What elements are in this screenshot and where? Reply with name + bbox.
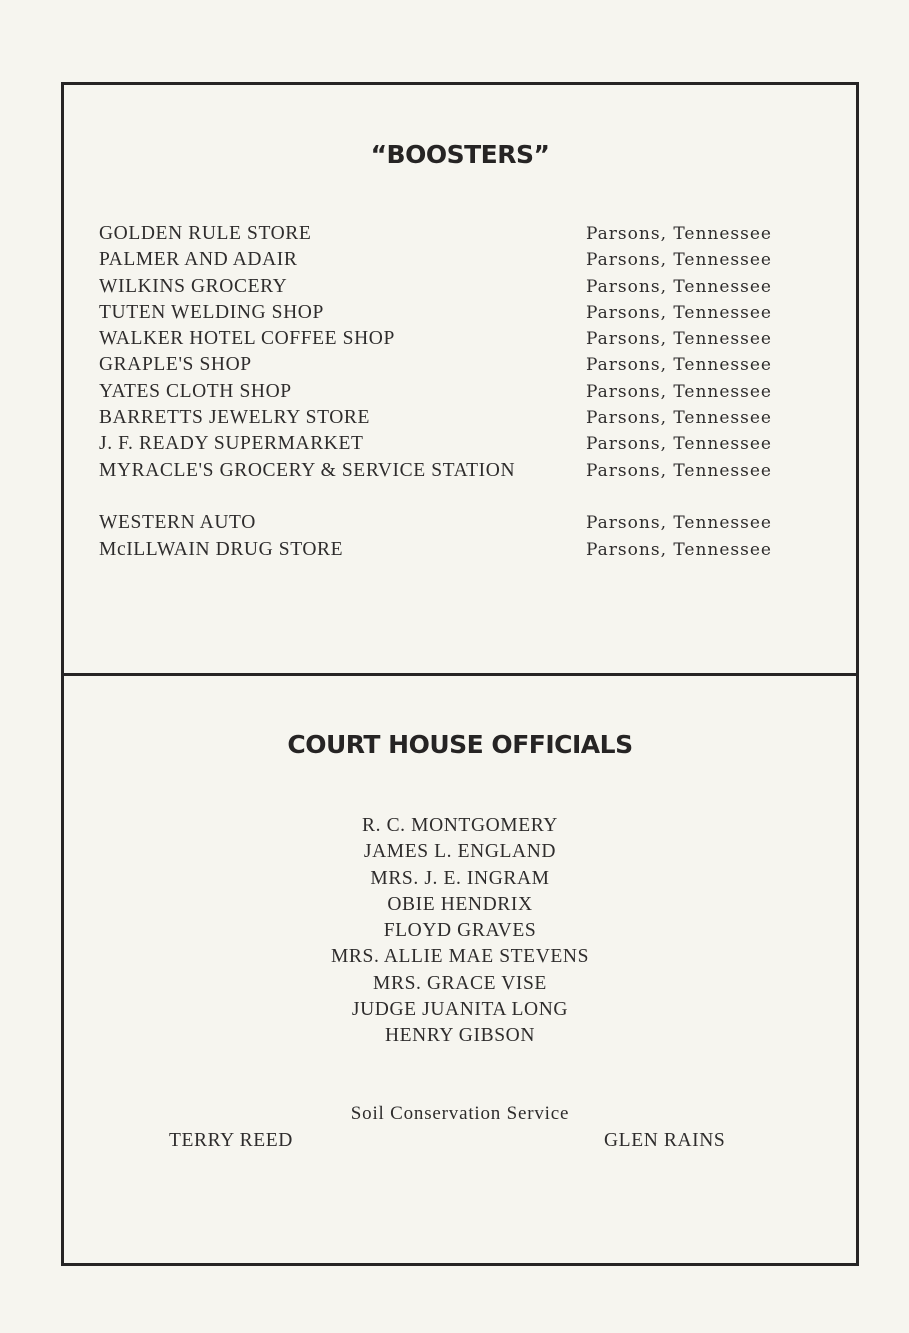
booster-row	[99, 274, 819, 300]
booster-row	[99, 221, 819, 247]
booster-row	[99, 431, 819, 457]
booster-row	[99, 405, 819, 431]
booster-name: WALKER HOTEL COFFEE SHOP	[99, 328, 395, 350]
official-name: HENRY GIBSON	[384, 1025, 536, 1047]
boosters-list	[99, 221, 819, 563]
soil-conservation-name-left: TERRY REED	[169, 1130, 293, 1151]
official-name: MRS. ALLIE MAE STEVENS	[330, 946, 590, 968]
page-frame	[61, 82, 859, 1266]
booster-row	[99, 352, 819, 378]
booster-name: GRAPLE'S SHOP	[99, 354, 252, 376]
booster-name: MYRACLE'S GROCERY & SERVICE STATION	[99, 459, 516, 481]
official-name: FLOYD GRAVES	[383, 920, 537, 942]
official-name: R. C. MONTGOMERY	[362, 815, 558, 836]
booster-name: McILLWAIN DRUG STORE	[99, 538, 344, 560]
booster-location: Parsons, Tennessee	[586, 513, 772, 534]
section-divider	[64, 673, 856, 676]
booster-row	[99, 300, 819, 326]
booster-location: Parsons, Tennessee	[586, 224, 772, 244]
booster-row	[99, 537, 819, 563]
booster-name: PALMER AND ADAIR	[99, 249, 298, 271]
booster-location: Parsons, Tennessee	[586, 381, 772, 402]
official-name: MRS. J. E. INGRAM	[370, 867, 550, 889]
booster-location: Parsons, Tennessee	[586, 460, 772, 481]
booster-location: Parsons, Tennessee	[586, 276, 772, 297]
booster-name: WILKINS GROCERY	[99, 275, 288, 297]
booster-name: GOLDEN RULE STORE	[99, 223, 312, 244]
booster-row	[99, 326, 819, 352]
booster-name: J. F. READY SUPERMARKET	[99, 433, 364, 455]
booster-name: YATES CLOTH SHOP	[99, 380, 292, 402]
booster-name: WESTERN AUTO	[99, 512, 256, 534]
booster-location: Parsons, Tennessee	[586, 250, 772, 271]
official-name: MRS. GRACE VISE	[373, 972, 547, 994]
booster-location: Parsons, Tennessee	[586, 355, 772, 376]
booster-location: Parsons, Tennessee	[586, 329, 772, 350]
booster-location: Parsons, Tennessee	[586, 539, 772, 560]
booster-row	[99, 247, 819, 273]
officials-list	[64, 813, 856, 1050]
official-name: JUDGE JUANITA LONG	[351, 999, 569, 1021]
booster-name: TUTEN WELDING SHOP	[99, 301, 324, 323]
booster-row	[99, 379, 819, 405]
booster-row	[99, 510, 819, 536]
official-name: OBIE HENDRIX	[387, 893, 533, 915]
booster-name: BARRETTS JEWELRY STORE	[99, 407, 371, 429]
boosters-title: “BOOSTERS”	[370, 140, 550, 169]
booster-row	[99, 458, 819, 511]
booster-location: Parsons, Tennessee	[586, 408, 772, 429]
soil-conservation-name-right: GLEN RAINS	[604, 1130, 726, 1151]
soil-conservation-title: Soil Conservation Service	[350, 1103, 570, 1124]
court-house-officials-title: COURT HOUSE OFFICIALS	[287, 730, 633, 759]
booster-location: Parsons, Tennessee	[586, 434, 772, 455]
official-name: JAMES L. ENGLAND	[363, 841, 557, 863]
booster-location: Parsons, Tennessee	[586, 302, 772, 323]
